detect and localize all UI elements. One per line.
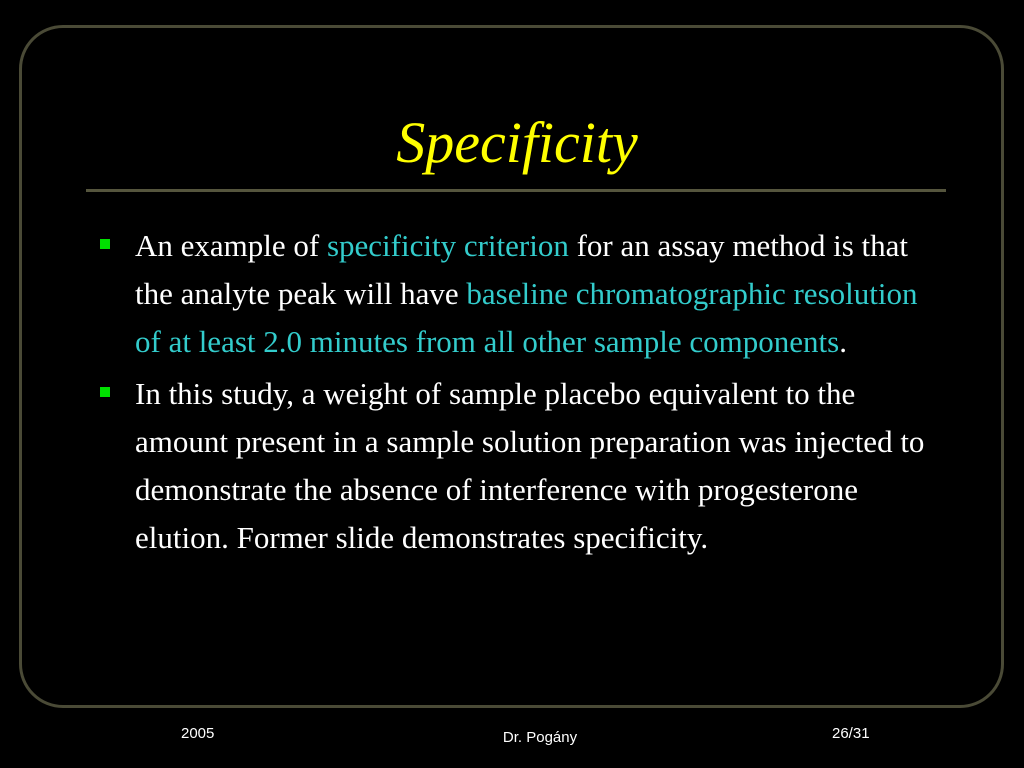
highlighted-term: specificity criterion	[326, 228, 569, 263]
text-run: An example of	[135, 228, 327, 263]
highlighted-term: baseline chromatographic resolution of at least 2.0 minutes from all other sample components	[135, 276, 918, 359]
bullet-text	[135, 376, 924, 555]
slide-body	[96, 222, 946, 566]
footer-page-number: 26/31	[832, 725, 870, 742]
title-divider	[86, 189, 946, 192]
square-bullet-icon	[100, 387, 110, 397]
text-run: .	[839, 324, 847, 359]
footer-date: 2005	[181, 725, 215, 742]
square-bullet-icon	[100, 239, 110, 249]
footer-author: Dr. Pogány	[502, 729, 578, 746]
slide-title: Specificity	[396, 110, 638, 175]
bullet-item	[96, 370, 946, 562]
text-run: for an assay method is that the analyte peak will have	[135, 228, 909, 311]
bullet-text	[135, 228, 917, 359]
text-run: In this study, a weight of sample placebo equivalent to the amount present in a sample solution preparation was injected to demonstrate the absence of interference with progesterone elution. Former slide demonstrates specificity.	[135, 376, 925, 555]
bullet-item	[96, 222, 946, 366]
